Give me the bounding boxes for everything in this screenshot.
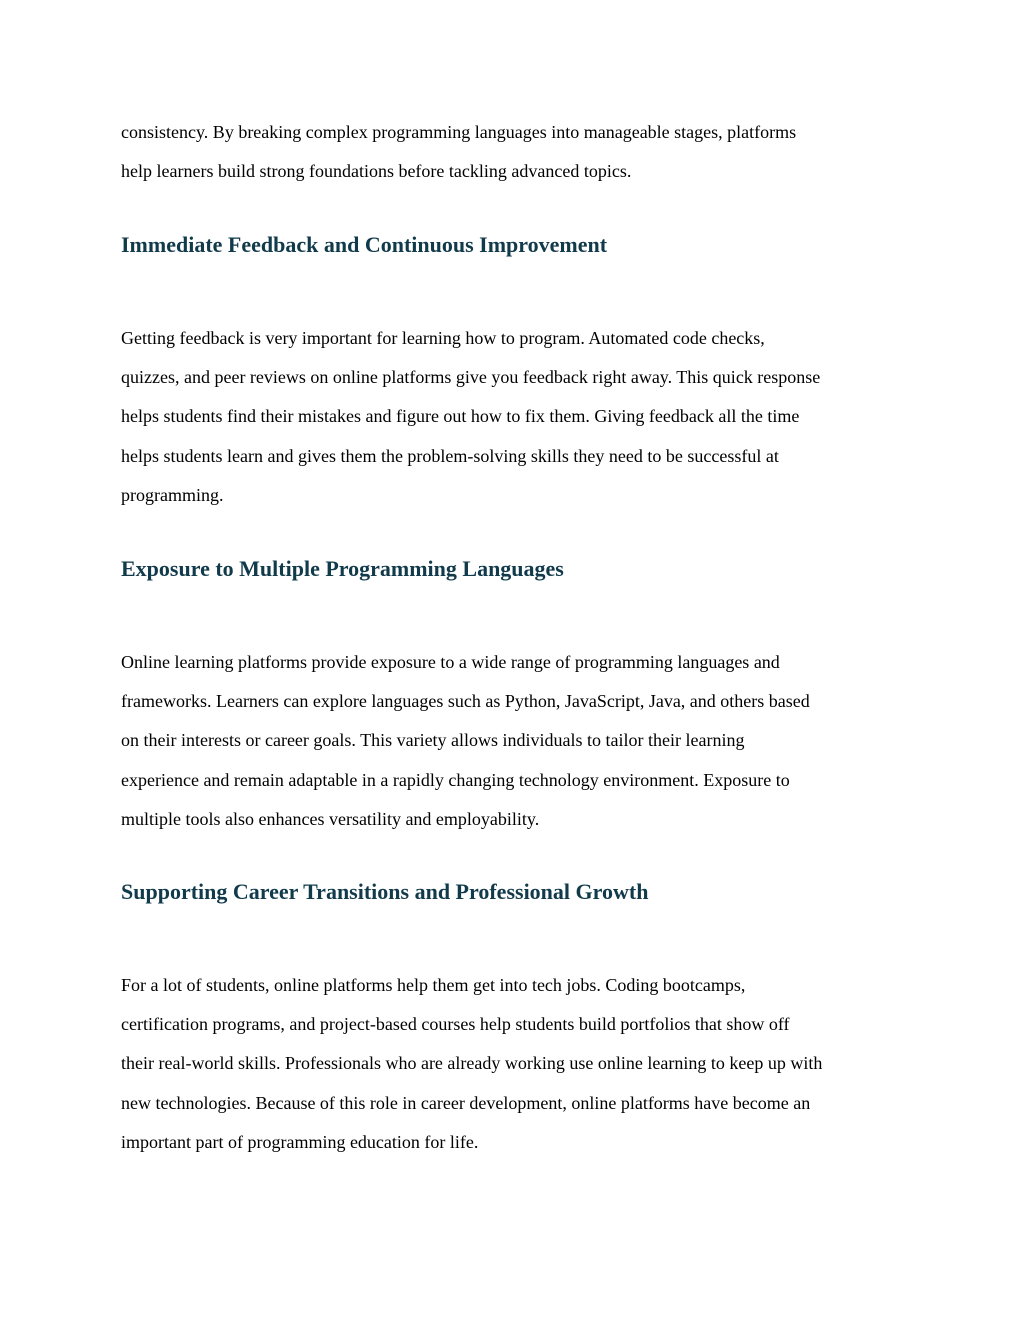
- paragraph: [121, 966, 822, 1162]
- paragraph-languages: [121, 643, 810, 839]
- paragraph: [121, 643, 810, 839]
- text-line: Online learning platforms provide exposure to a wide range of programming languages and: [121, 652, 780, 672]
- text-line: their real-world skills. Professionals who are already working use online learning to keep up with: [121, 1053, 823, 1074]
- text-line: experience and remain adaptable in a rapidly changing technology environment. Exposure to: [121, 769, 790, 790]
- text-line: help learners build strong foundations before tackling advanced topics.: [121, 161, 632, 182]
- section-heading-feedback: Immediate Feedback and Continuous Improvement: [121, 232, 608, 257]
- text-line: helps students find their mistakes and figure out how to fix them. Giving feedback all the time: [121, 406, 800, 427]
- section-heading-career: Supporting Career Transitions and Professional Growth: [121, 879, 649, 904]
- text-line: on their interests or career goals. This variety allows individuals to tailor their learning: [121, 730, 745, 751]
- paragraph-intro-continuation: [121, 113, 796, 191]
- paragraph-feedback: [121, 319, 820, 515]
- text-line: programming.: [121, 484, 224, 505]
- text-line: helps students learn and gives them the problem-solving skills they need to be successful at: [121, 445, 779, 466]
- section-heading-languages: Exposure to Multiple Programming Languages: [121, 556, 564, 581]
- text-line: Getting feedback is very important for learning how to program. Automated code checks,: [121, 328, 765, 348]
- text-line: consistency. By breaking complex programming languages into manageable stages, platforms: [121, 122, 797, 142]
- text-line: important part of programming education for life.: [121, 1131, 479, 1152]
- text-line: frameworks. Learners can explore languages such as Python, JavaScript, Java, and others based: [121, 691, 810, 712]
- paragraph: [121, 113, 796, 191]
- paragraph: [121, 319, 820, 515]
- paragraph-career: [121, 966, 822, 1162]
- text-line: For a lot of students, online platforms help them get into tech jobs. Coding bootcamps,: [121, 975, 746, 995]
- text-line: certification programs, and project-based courses help students build portfolios that show off: [121, 1014, 790, 1035]
- text-line: multiple tools also enhances versatility and employability.: [121, 808, 540, 829]
- text-line: quizzes, and peer reviews on online platforms give you feedback right away. This quick response: [121, 367, 821, 388]
- text-line: new technologies. Because of this role in career development, online platforms have become an: [121, 1092, 811, 1113]
